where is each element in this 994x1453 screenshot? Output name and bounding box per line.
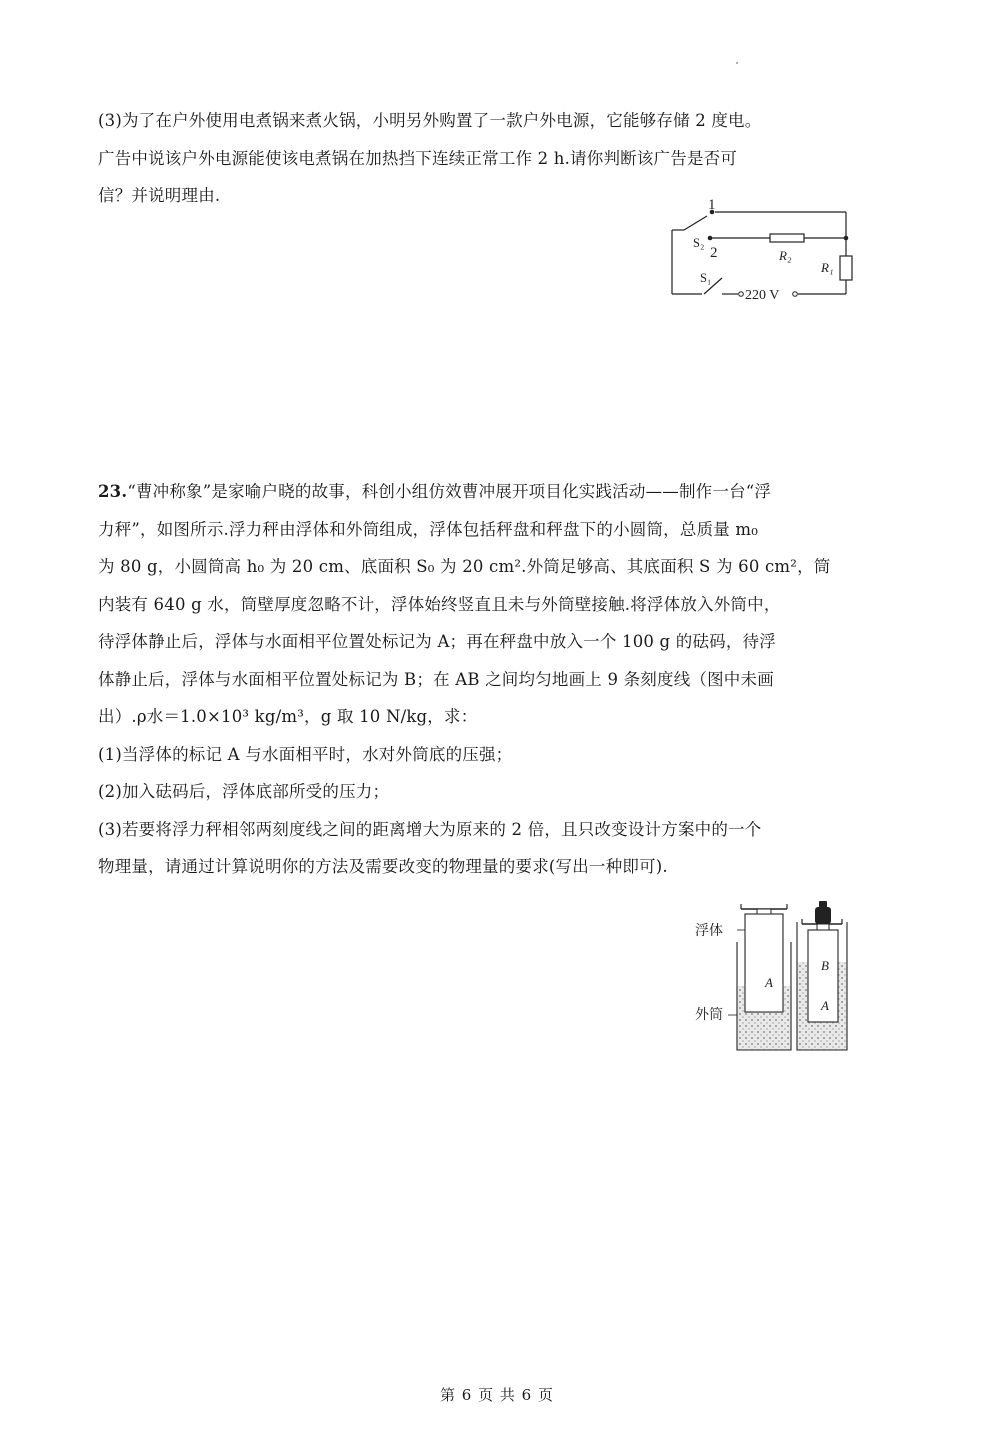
switch-s2-label: S₂ (693, 236, 705, 250)
resistor-r1-label: R₁ (821, 260, 834, 275)
contact-1-label: 1 (708, 197, 716, 213)
page-footer: 第 6 页 共 6 页 (440, 1386, 554, 1404)
q23-text (98, 473, 858, 886)
q23-line: (2)加入砝码后，浮体底部所受的压力； (98, 782, 390, 801)
contact-2-label: 2 (710, 245, 718, 261)
float-body-label: 浮体 (695, 924, 723, 939)
resistor-r2-label: R₂ (779, 248, 792, 263)
q22-line: (3)为了在户外使用电煮锅来煮火锅，小明另外购置了一款户外电源，它能够存储 2 度电。 (98, 111, 762, 130)
q23-line: 内装有 640 g 水，筒壁厚度忽略不计，浮体始终竖直且未与外筒壁接触.将浮体放入外筒中， (98, 594, 781, 614)
q23-line: (3)若要将浮力秤相邻两刻度线之间的距离增大为原来的 2 倍，且只改变设计方案中的一个 (98, 819, 762, 839)
q23-line: (1)当浮体的标记 A 与水面相平时，水对外筒底的压强； (98, 744, 513, 764)
q23-first-line (98, 473, 858, 511)
q22-line: 信？并说明理由. (98, 186, 221, 205)
q23-line: 物理量，请通过计算说明你的方法及需要改变的物理量的要求(写出一种即可). (98, 857, 668, 876)
q23-line: 力秤”，如图所示.浮力秤由浮体和外筒组成，浮体包括秤盘和秤盘下的小圆筒，总质量 m₀ (98, 519, 759, 539)
mark-b-right: B (821, 958, 829, 973)
mark-a-right: A (821, 998, 829, 1013)
float-scale-figure (690, 892, 860, 1054)
outer-cylinder-label: 外筒 (695, 1008, 723, 1023)
weight-icon (815, 901, 831, 924)
circuit-diagram (660, 192, 860, 310)
q23-line: 待浮体静止后，浮体与水面相平位置处标记为 A；再在秤盘中放入一个 100 g 的砝码，待浮 (98, 632, 776, 651)
q23-line: 为 80 g，小圆筒高 h₀ 为 20 cm、底面积 S₀ 为 20 cm².外筒足够高、其底面积 S 为 60 cm²，筒 (98, 557, 831, 576)
q22-line: 广告中说该户外电源能使该电煮锅在加热挡下连续正常工作 2 h.请你判断该广告是否可 (98, 148, 738, 168)
source-voltage-label: 220 V (745, 288, 780, 303)
q23-line: 体静止后，浮体与水面相平位置处标记为 B；在 AB 之间均匀地画上 9 条刻度线（图中未画 (98, 669, 774, 689)
switch-s1-label: S₁ (700, 271, 712, 285)
question-number: 23. (98, 482, 128, 501)
q23-line: “曹冲称象”是家喻户晓的故事，科创小组仿效曹冲展开项目化实践活动——制作一台“浮 (127, 482, 772, 501)
q23-line: 出）.ρ水＝1.0×10³ kg/m³，g 取 10 N/kg，求： (98, 707, 478, 726)
mark-a-left: A (765, 975, 773, 990)
scan-speck (736, 62, 738, 64)
